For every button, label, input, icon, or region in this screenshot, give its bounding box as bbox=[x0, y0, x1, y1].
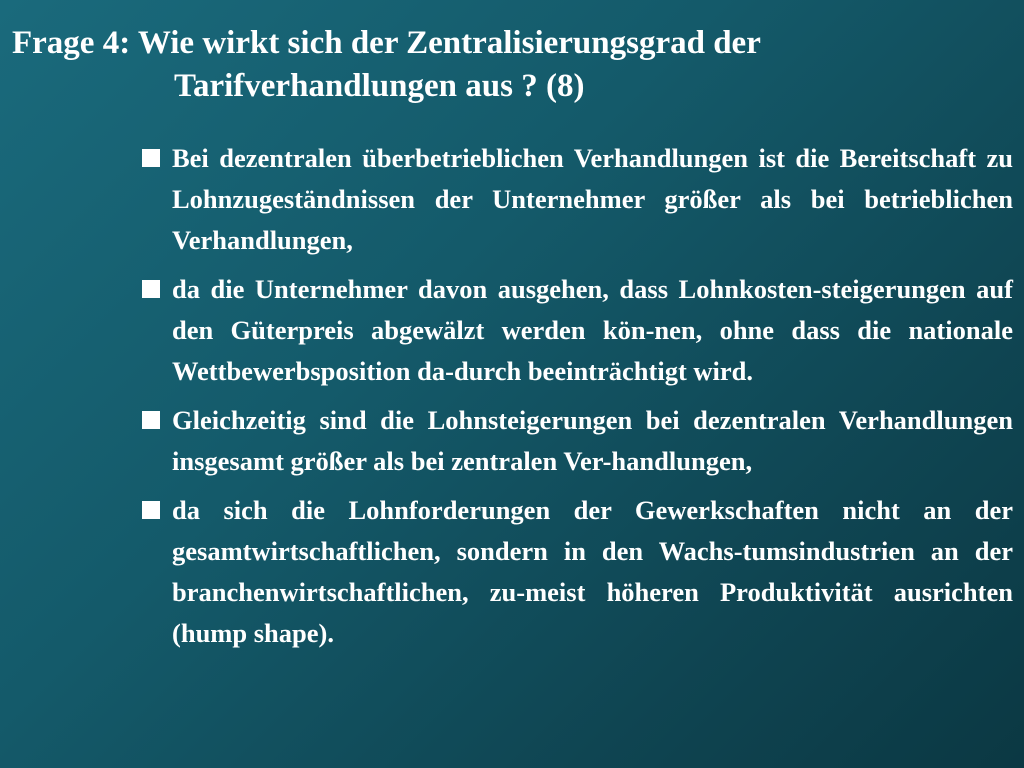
bullet-list bbox=[140, 138, 1013, 662]
square-bullet-icon bbox=[142, 149, 160, 167]
bullet-item bbox=[140, 269, 1013, 392]
square-bullet-icon bbox=[142, 501, 160, 519]
title-line-1: Frage 4: Wie wirkt sich der Zentralisierungsgrad der bbox=[12, 25, 761, 61]
bullet-item bbox=[140, 490, 1013, 654]
bullet-text: Gleichzeitig sind die Lohnsteigerungen bei dezentralen Verhandlungen insgesamt größer als bei zentralen Ver-handlungen, bbox=[172, 405, 1013, 476]
bullet-item bbox=[140, 400, 1013, 482]
title-line-2: Tarifverhandlungen aus ? (8) bbox=[174, 68, 585, 104]
square-bullet-icon bbox=[142, 280, 160, 298]
bullet-text: da sich die Lohnforderungen der Gewerkschaften nicht an der gesamtwirtschaftlichen, sondern in den Wachs-tumsindustrien an der branchenwirtschaftlichen, zu-meist höheren Produktivität ausrichten (hump shape). bbox=[172, 495, 1013, 648]
square-bullet-icon bbox=[142, 411, 160, 429]
slide-title bbox=[12, 22, 1012, 108]
bullet-text: da die Unternehmer davon ausgehen, dass Lohnkosten-steigerungen auf den Güterpreis abgewälzt werden kön-nen, ohne dass die nationale Wettbewerbsposition da-durch beeinträchtigt wird. bbox=[172, 274, 1013, 386]
bullet-text: Bei dezentralen überbetrieblichen Verhandlungen ist die Bereitschaft zu Lohnzugeständnissen der Unternehmer größer als bei betrieblichen Verhandlungen, bbox=[172, 143, 1013, 255]
bullet-item bbox=[140, 138, 1013, 261]
